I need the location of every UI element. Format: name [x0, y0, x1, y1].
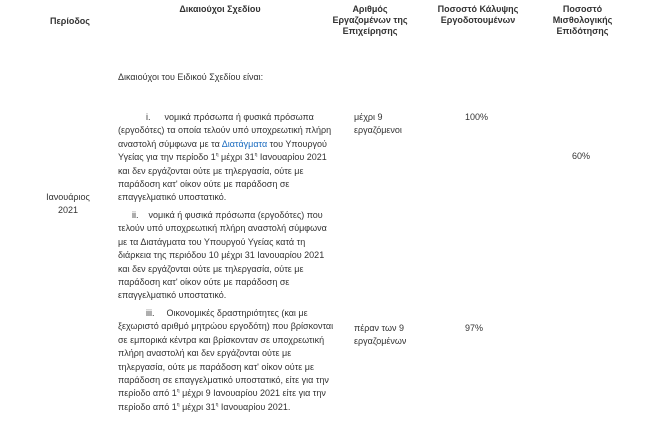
beneficiary-item-2: ii. νομικά ή φυσικά πρόσωπα (εργοδότες) που τελούν υπό υποχρεωτική πλήρη αναστολή σύμφωνα με τα Διατάγματα του Υπουργού Υγείας κατά τη διάρκεια της περιόδου 10 μέχρι 31 Ιανουαρίου 2021 και δεν εργάζονται ούτε με τηλεργασία, ούτε με παράδοση κατ' οίκον ούτε με παράδοση σε επαγγελματικό υποστατικό.: [118, 210, 327, 301]
intro-text: Δικαιούχοι του Ειδικού Σχεδίου είναι:: [118, 72, 264, 82]
header-beneficiaries: Δικαιούχοι Σχεδίου: [179, 4, 261, 14]
beneficiary-item-1: i. νομικά πρόσωπα ή φυσικά πρόσωπα (εργοδότες) τα οποία τελούν υπό υποχρεωτική πλήρη αναστολή σύμφωνα με τα Διατάγματα του Υπουργού Υγείας για την περίοδο $1^\eta$ μέχρι $31^\eta$ Ιανουαρίου 2021 και δεν εργάζονται ούτε με τηλεργασία, ούτε με παράδοση κατ' οίκον ούτε με παράδοση σε επαγγελματικό υποστατικό.: [118, 112, 332, 203]
employees-row-2: πέραν των 9 εργαζομένων: [354, 323, 407, 347]
wage-subsidy-value: 60%: [572, 151, 591, 161]
header-employees: Αριθμός Εργαζομένων της Επιχείρησης: [332, 4, 408, 36]
item-numeral: iii.: [146, 308, 155, 318]
decrees-link[interactable]: Διατάγματα: [221, 138, 268, 149]
beneficiary-item-3: iii. Οικονομικές δραστηριότητες (και με ξεχωριστό αριθμό μητρώου εργοδότη) που βρίσκονται σε εμπορικά κέντρα και βρίσκονταν σε υποχρεωτική πλήρη αναστολή και δεν εργάζονται ούτε με τηλεργασία, ούτε με παράδοση κατ' οίκον ούτε με παράδοση σε επαγγελματικό υποστατικό, είτε για την περίοδο από $1^\eta$ μέχρι 9 Ιανουαρίου 2021 είτε για την περίοδο από $1^\eta$ μέχρι $31^\eta$ Ιανουαρίου 2021.: [118, 308, 334, 412]
item-numeral: i.: [146, 112, 151, 122]
header-wage-subsidy: Ποσοστό Μισθολογικής Επιδότησης: [552, 4, 613, 36]
item-numeral: ii.: [132, 210, 139, 220]
coverage-row-2: 97%: [465, 323, 484, 333]
header-period: Περίοδος: [50, 16, 90, 26]
period-value: Ιανουάριος 2021: [46, 192, 90, 216]
header-coverage: Ποσοστό Κάλυψης Εργοδοτουμένων: [437, 4, 519, 25]
employees-row-1: μέχρι 9 εργαζόμενοι: [354, 112, 402, 136]
coverage-row-1: 100%: [465, 112, 489, 122]
